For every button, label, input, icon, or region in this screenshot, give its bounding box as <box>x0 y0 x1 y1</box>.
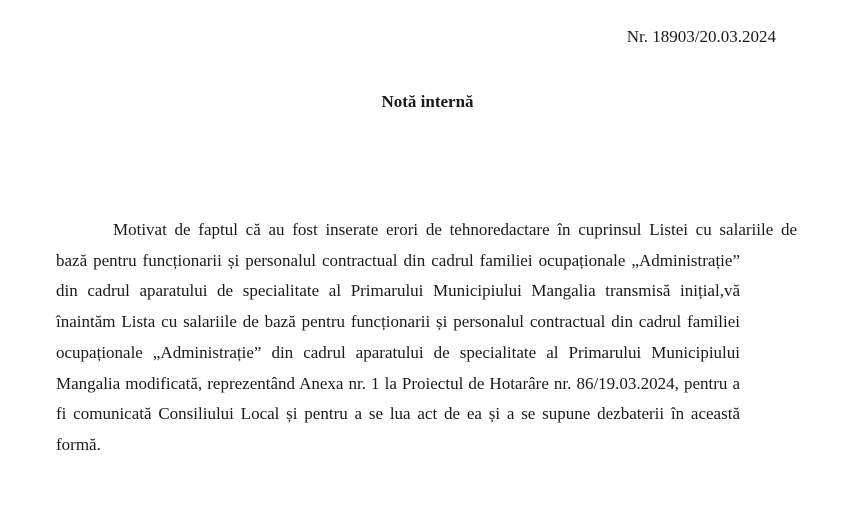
paragraph-line: bază pentru funcționarii și personalul contractual din cadrul familiei ocupaționale „Administrație” <box>56 250 740 270</box>
paragraph-line: Motivat de faptul că au fost inserate erori de tehnoredactare în cuprinsul Listei cu salariile de <box>113 220 797 239</box>
paragraph-line: formă. <box>56 434 101 454</box>
paragraph-line: din cadrul aparatului de specialitate al Primarului Municipiului Mangalia transmisă inițial,vă <box>56 281 740 301</box>
paragraph-line: fi comunicată Consiliului Local și pentru a se lua act de ea și a se supune dezbaterii în această <box>56 404 740 424</box>
document-number: Nr. 18903/20.03.2024 <box>626 27 776 46</box>
document-title: Notă internă <box>381 92 474 111</box>
paragraph-line: ocupaționale „Administrație” din cadrul aparatului de specialitate al Primarului Municipiului <box>56 342 740 362</box>
paragraph-line: Mangalia modificată, reprezentând Anexa nr. 1 la Proiectul de Hotarâre nr. 86/19.03.2024, pentru a <box>56 373 740 393</box>
paragraph-line: înaintăm Lista cu salariile de bază pentru funcționarii și personalul contractual din cadrul familiei <box>56 312 740 332</box>
body-paragraph <box>56 215 797 461</box>
